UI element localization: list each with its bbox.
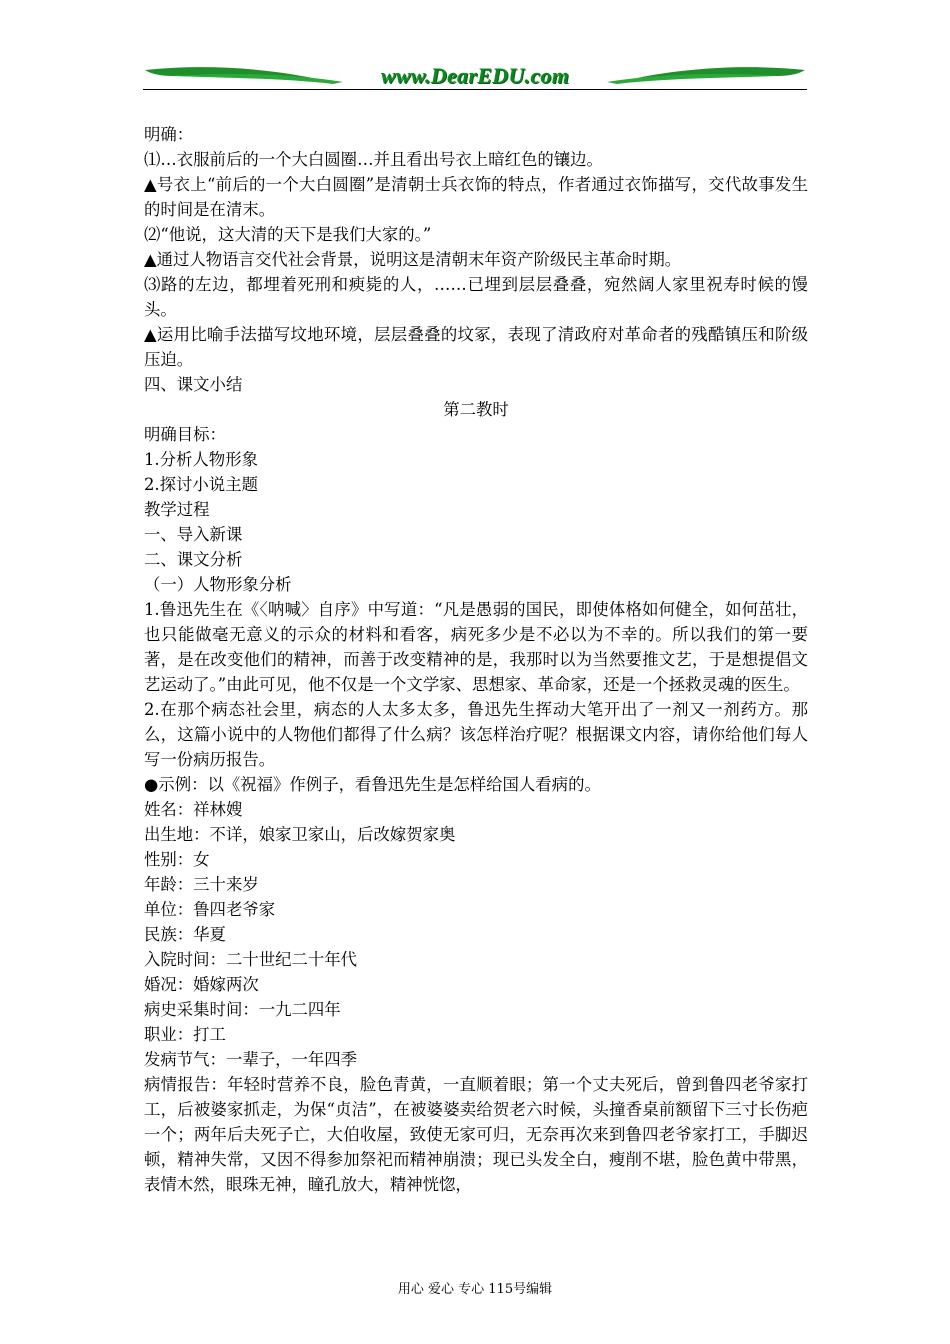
paragraph: 2.在那个病态社会里，病态的人太多太多，鲁迅先生挥动大笔开出了一剂又一剂药方。那么，这篇小说中的人物他们都得了什么病？该怎样治疗呢？根据课文内容，请你给他们每人写一份病历报告。: [144, 700, 808, 769]
record-field: 发病节气：一辈子，一年四季: [144, 1050, 358, 1069]
record-field: 性别：女: [144, 850, 210, 869]
record-field: 婚况：婚嫁两次: [144, 975, 259, 994]
record-field: 单位：鲁四老爷家: [144, 900, 276, 919]
paragraph: ▲通过人物语言交代社会背景，说明这是清朝末年资产阶级民主革命时期。: [144, 250, 682, 269]
site-logo-text: www.DearEDU.com: [380, 63, 570, 88]
paragraph: ●示例：以《祝福》作例子，看鲁迅先生是怎样给国人看病的。: [144, 775, 601, 794]
paragraph: ⑴…衣服前后的一个大白圆圈…并且看出号衣上暗红色的镶边。: [144, 150, 603, 169]
section-heading: 一、导入新课: [144, 525, 243, 544]
paragraph: ▲运用比喻手法描写坟地环境，层层叠叠的坟冢，表现了清政府对革命者的残酷镇压和阶级压迫。: [144, 325, 808, 369]
record-field: 姓名：祥林嫂: [144, 800, 243, 819]
paragraph: 明确：: [144, 125, 194, 144]
record-field: 年龄：三十来岁: [144, 875, 259, 894]
record-field: 入院时间：二十世纪二十年代: [144, 950, 358, 969]
site-header-banner: [143, 60, 807, 96]
goal-item: 2.探讨小说主题: [144, 475, 258, 494]
document-body: [144, 122, 808, 1197]
lesson-title: 第二教时: [443, 400, 509, 419]
section-heading: 二、课文分析: [144, 550, 243, 569]
section-heading: 四、课文小结: [144, 375, 243, 394]
paragraph: ⑶路的左边，都埋着死刑和瘐毙的人，……已埋到层层叠叠，宛然阔人家里祝寿时候的馒头。: [144, 275, 808, 319]
record-field: 民族：华夏: [144, 925, 226, 944]
paragraph: 1.鲁迅先生在《〈呐喊〉自序》中写道：“凡是愚弱的国民，即使体格如何健全，如何茁壮，也只能做毫无意义的示众的材料和看客，病死多少是不必以为不幸的。所以我们的第一要著，是在改变他们的精神，而善于改变精神的是，我那时以为当然要推文艺，于是想提倡文艺运动了。”由此可见，他不仅是一个文学家、思想家、革命家，还是一个拯救灵魂的医生。: [144, 600, 808, 694]
header-rule: [143, 89, 807, 90]
paragraph: ▲号衣上“前后的一个大白圆圈”是清朝士兵衣饰的特点，作者通过衣饰描写，交代故事发生的时间是在清末。: [144, 175, 808, 219]
paragraph: 明确目标：: [144, 425, 226, 444]
goal-item: 1.分析人物形象: [144, 450, 258, 469]
page-footer: 用心 爱心 专心 115号编辑: [397, 1282, 553, 1297]
record-field: 病史采集时间：一九二四年: [144, 1000, 341, 1019]
record-field: 职业：打工: [144, 1025, 226, 1044]
paragraph: ⑵“他说，这大清的天下是我们大家的。”: [144, 225, 432, 244]
section-heading: 教学过程: [144, 500, 210, 519]
record-field: 出生地：不详，娘家卫家山，后改嫁贺家奥: [144, 825, 456, 844]
paragraph: 病情报告：年轻时营养不良，脸色青黄，一直顺着眼；第一个丈夫死后，曾到鲁四老爷家打工，后被婆家抓走，为保“贞洁”，在被婆婆卖给贺老六时候，头撞香桌前额留下三寸长伤疤一个；两年后夫死子亡，大伯收屋，致使无家可归，无奈再次来到鲁四老爷家打工，手脚迟顿，精神失常，又因不得参加祭祀而精神崩溃；现已头发全白，瘦削不堪，脸色黄中带黑，表情木然，眼珠无神，瞳孔放大，精神恍惚，: [144, 1075, 808, 1194]
subsection-heading: （一）人物形象分析: [144, 575, 292, 594]
